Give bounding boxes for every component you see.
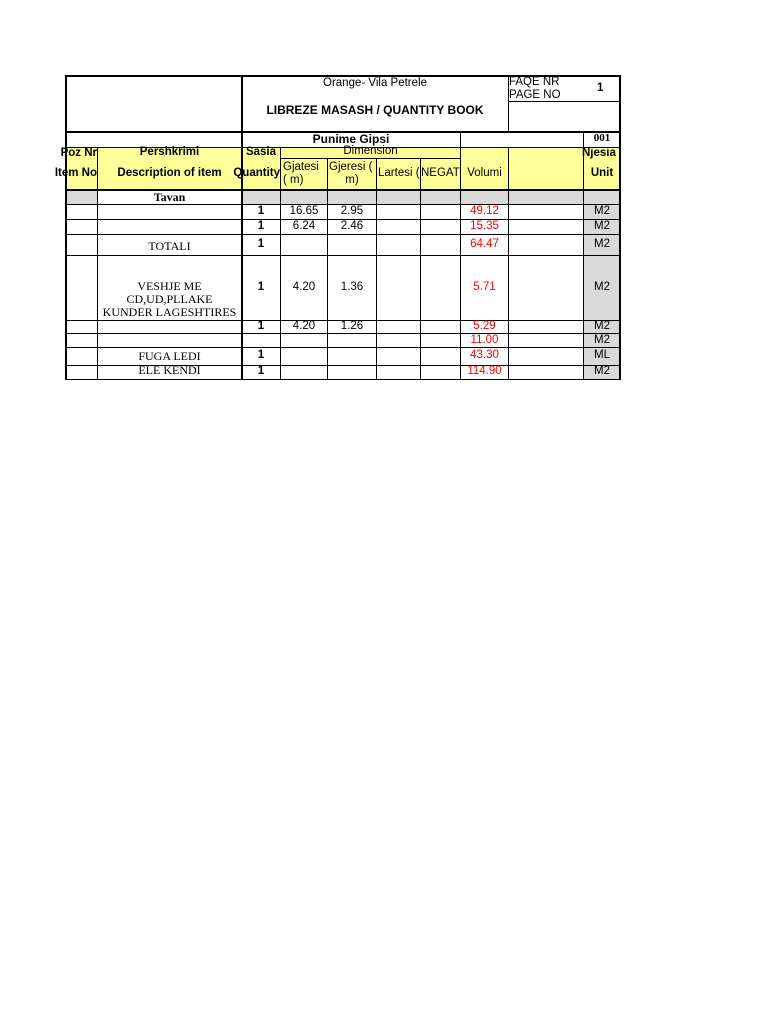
page-label-faqe: FAQE NR <box>509 76 560 88</box>
row-desc: Tavan <box>153 190 186 204</box>
row-unit: M2 <box>594 281 610 293</box>
row-unit: M2 <box>594 205 610 217</box>
col-header-height <box>377 159 420 189</box>
col-header-dimension: Dimension <box>343 145 398 157</box>
row-desc-line: CD,UD,PLLAKE <box>126 292 213 306</box>
poz-label-2: Item No <box>54 167 97 179</box>
section-title: Punime Gipsi <box>312 132 390 146</box>
row-desc: TOTALI <box>148 239 191 253</box>
page-label-page: PAGE NO <box>509 89 561 101</box>
row-length: 16.65 <box>289 205 319 217</box>
row-width: 1.36 <box>340 281 364 293</box>
row-qty: 1 <box>257 205 265 217</box>
row-volume: 11.00 <box>470 334 499 346</box>
tavan-band-fill-a <box>66 190 97 205</box>
row-unit: M2 <box>594 220 610 232</box>
row-length: 4.20 <box>292 320 316 332</box>
col-header-width <box>328 159 376 189</box>
unit-label-1: Njesia <box>582 147 616 159</box>
length-label-2: ( m) <box>283 174 304 186</box>
height-label: Lartesi ( <box>378 167 420 179</box>
row-volume: 5.71 <box>473 281 496 293</box>
negat-label: NEGAT <box>421 167 460 179</box>
col-header-negat <box>421 159 460 189</box>
row-width: 2.95 <box>340 205 364 217</box>
row-volume: 114.90 <box>467 365 502 377</box>
page-number: 1 <box>597 82 604 94</box>
col-header-desc-2: Description of item <box>117 167 222 179</box>
row-volume: 64.47 <box>470 238 499 250</box>
section-code: 001 <box>593 132 611 144</box>
tavan-band-fill-b <box>241 190 620 205</box>
width-label-2: m) <box>345 174 359 186</box>
row-volume: 15.35 <box>470 220 499 232</box>
unit-label-2: Unit <box>590 167 614 179</box>
row-qty: 1 <box>257 349 265 361</box>
width-label-1: Gjeresi ( <box>329 161 373 173</box>
length-label-1: Gjatesi <box>283 161 319 173</box>
row-qty: 1 <box>257 220 265 232</box>
col-header-length <box>281 159 327 189</box>
row-desc: FUGA LEDI <box>138 349 201 363</box>
project-name: Orange- Vila Petrele <box>323 77 427 89</box>
row-length: 6.24 <box>292 220 316 232</box>
col-header-qty <box>233 146 280 189</box>
row-volume: 43.30 <box>470 349 499 361</box>
row-width: 2.46 <box>340 220 364 232</box>
row-qty: 1 <box>257 365 265 377</box>
row-width: 1.26 <box>340 320 364 332</box>
col-header-poz <box>54 147 97 189</box>
row-desc: ELE KENDI <box>138 363 201 377</box>
row-qty: 1 <box>257 281 265 293</box>
qty-label-2: Quantity <box>233 167 280 179</box>
row-volume: 49.12 <box>470 205 499 217</box>
row-unit: M2 <box>594 365 610 377</box>
col-header-volume: Volumi <box>467 167 502 179</box>
row-desc-line: VESHJE ME <box>137 279 202 293</box>
book-title: LIBREZE MASASH / QUANTITY BOOK <box>266 103 484 117</box>
col-header-desc-1: Pershkrimi <box>139 146 200 158</box>
poz-label-1: Poz Nr <box>60 147 97 159</box>
row-unit: ML <box>594 349 610 361</box>
row-qty: 1 <box>257 238 265 250</box>
qty-label-1: Sasia <box>245 146 277 158</box>
row-unit: M2 <box>594 334 610 346</box>
row-volume: 5.29 <box>473 320 496 332</box>
row-unit: M2 <box>594 238 610 250</box>
row-unit: M2 <box>594 320 610 332</box>
row-qty: 1 <box>257 320 265 332</box>
col-header-unit <box>584 148 620 189</box>
row-length: 4.20 <box>292 281 316 293</box>
row-desc-line: KUNDER LAGESHTIRES <box>102 305 237 319</box>
